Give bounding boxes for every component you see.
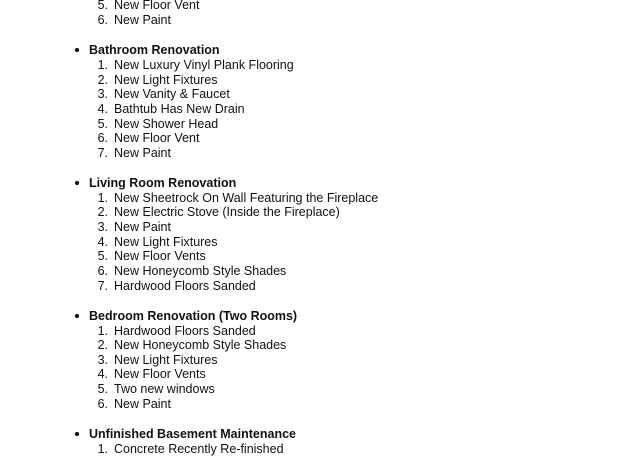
section-title: Unfinished Basement Maintenance — [89, 427, 296, 441]
item-text: New Light Fixtures — [114, 73, 218, 87]
item-number: 1 . — [94, 442, 108, 456]
item-text: Bathtub Has New Drain — [114, 102, 245, 116]
item-number: 1 . — [94, 191, 108, 205]
item-text: New Paint — [114, 220, 171, 234]
item-number: 5 . — [94, 249, 108, 263]
item-text: New Shower Head — [114, 117, 219, 131]
item-text: New Sheetrock On Wall Featuring the Fireplace — [114, 191, 379, 205]
bullet-icon — [75, 48, 79, 52]
item-number: 3 . — [94, 87, 108, 101]
item-number: 6 . — [94, 131, 108, 145]
item-number: 6 . — [94, 13, 108, 27]
item-number: 2 . — [94, 205, 108, 219]
item-number: 5 . — [94, 382, 108, 396]
section-title: Bathroom Renovation — [89, 43, 220, 57]
item-text: New Electric Stove (Inside the Fireplace) — [114, 205, 340, 219]
item-number: 4 . — [94, 102, 108, 116]
bullet-icon — [75, 181, 79, 185]
item-number: 4 . — [94, 367, 108, 381]
item-text: New Floor Vent — [114, 131, 200, 145]
item-number: 3 . — [94, 353, 108, 367]
section-title: Living Room Renovation — [89, 176, 237, 190]
item-number: 3 . — [94, 220, 108, 234]
item-number: 1 . — [94, 324, 108, 338]
item-text: Hardwood Floors Sanded — [114, 324, 256, 338]
item-text: New Paint — [114, 397, 171, 411]
item-text: Hardwood Floors Sanded — [114, 279, 256, 293]
item-text: New Honeycomb Style Shades — [114, 338, 287, 352]
item-number: 1 . — [94, 58, 108, 72]
item-text: New Floor Vents — [114, 249, 206, 263]
item-text: New Honeycomb Style Shades — [114, 264, 287, 278]
item-text: New Light Fixtures — [114, 235, 218, 249]
item-text: New Paint — [114, 13, 171, 27]
item-number: 2 . — [94, 338, 108, 352]
bullet-icon — [75, 314, 79, 318]
item-number: 6 . — [94, 264, 108, 278]
section-title: Bedroom Renovation (Two Rooms) — [89, 309, 298, 323]
item-number: 4 . — [94, 235, 108, 249]
item-number: 7 . — [94, 146, 108, 160]
item-number: 5 . — [94, 0, 108, 12]
item-number: 6 . — [94, 397, 108, 411]
item-number: 7 . — [94, 279, 108, 293]
item-text: New Floor Vent — [114, 0, 200, 12]
item-text: New Luxury Vinyl Plank Flooring — [114, 58, 294, 72]
item-number: 2 . — [94, 73, 108, 87]
item-text: New Light Fixtures — [114, 353, 218, 367]
item-text: Concrete Recently Re-finished — [114, 442, 284, 456]
item-text: New Paint — [114, 146, 171, 160]
bullet-icon — [75, 432, 79, 436]
item-text: Two new windows — [114, 382, 215, 396]
item-text: New Vanity & Faucet — [114, 87, 230, 101]
item-text: New Floor Vents — [114, 367, 206, 381]
item-number: 5 . — [94, 117, 108, 131]
